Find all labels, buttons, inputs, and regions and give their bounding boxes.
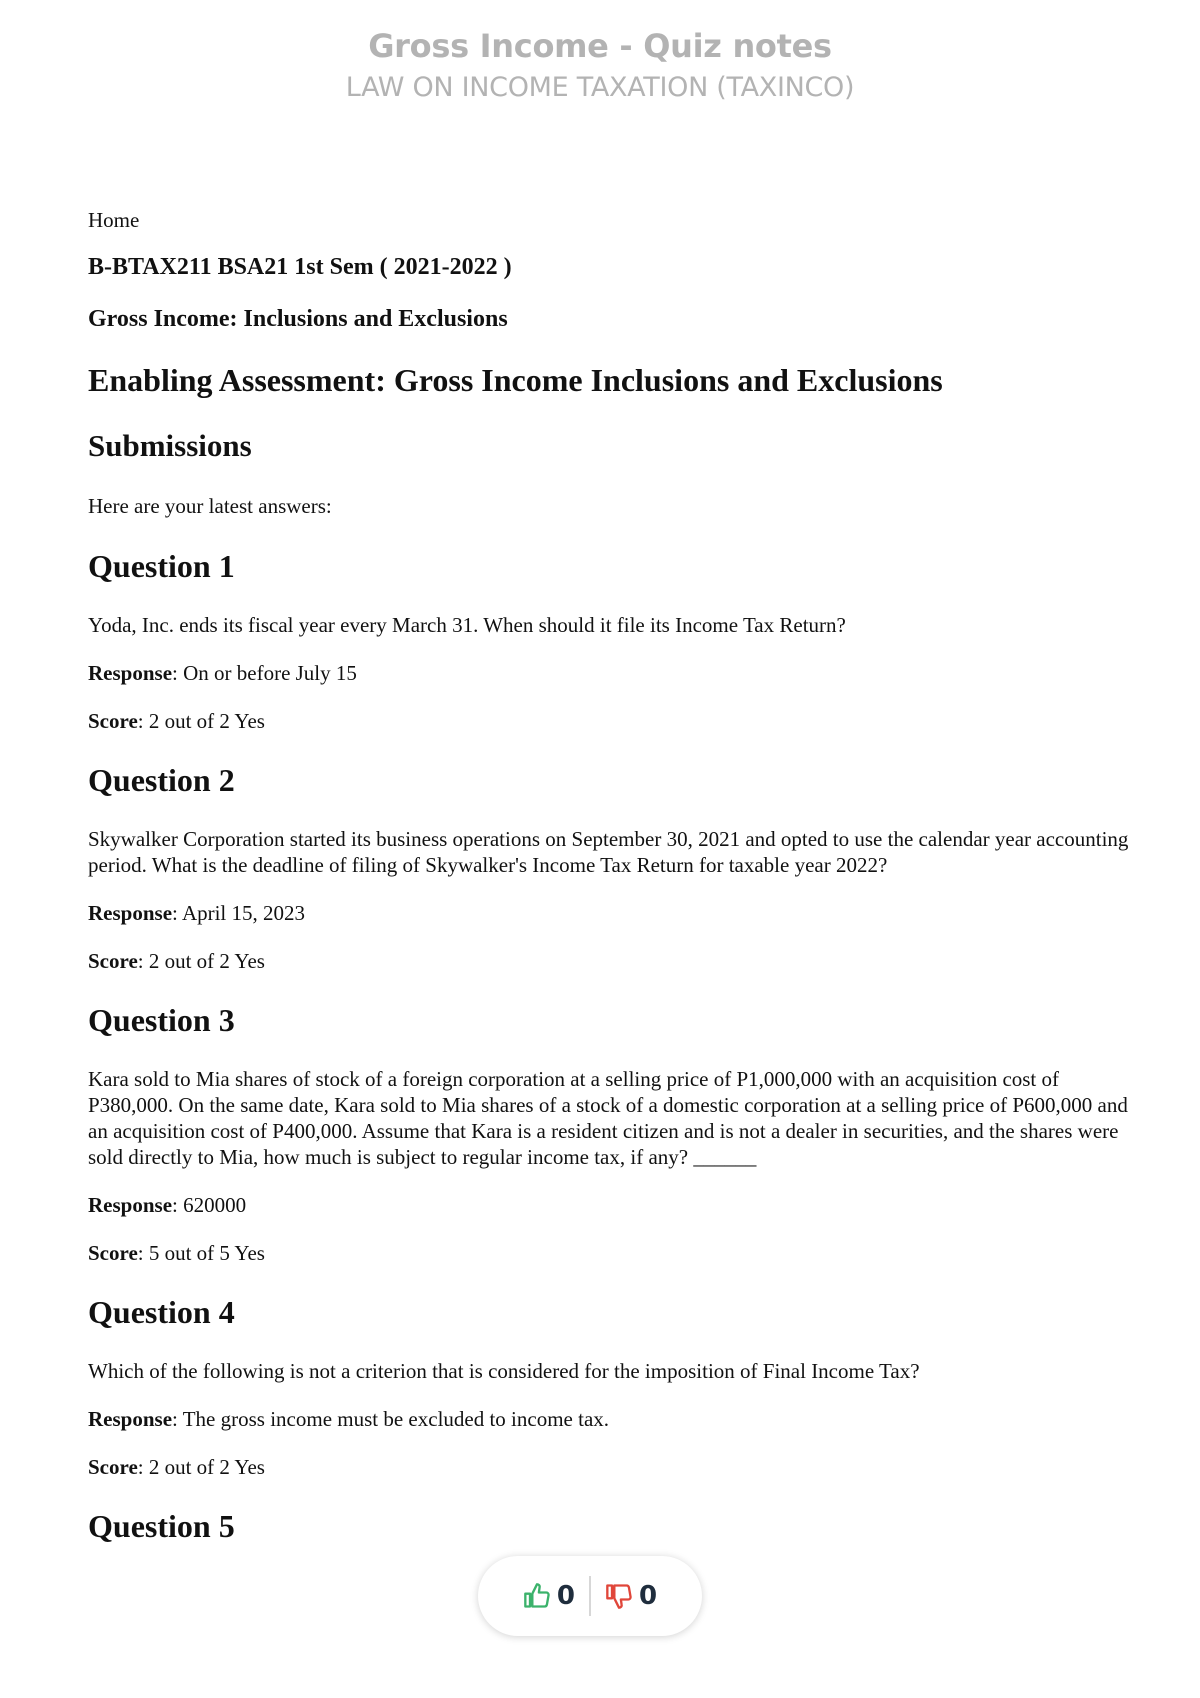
thumbs-down-icon <box>605 1582 633 1610</box>
intro-text: Here are your latest answers: <box>88 494 332 518</box>
question-text: Which of the following is not a criterion that is considered for the imposition of Final Income Tax? <box>88 1359 920 1383</box>
question-text: Yoda, Inc. ends its fiscal year every March 31. When should it file its Income Tax Return? <box>88 613 846 637</box>
question-heading: Question 1 <box>88 548 235 584</box>
question-score <box>88 708 1148 734</box>
response-label: Response <box>88 1407 173 1431</box>
question-block <box>88 546 1148 734</box>
score-label: Score <box>88 709 138 733</box>
breadcrumb-home-link[interactable]: Home <box>88 208 140 232</box>
question-block <box>88 760 1148 974</box>
submissions-heading: Submissions <box>88 428 252 463</box>
question-score <box>88 1240 1148 1266</box>
question-heading: Question 2 <box>88 762 235 798</box>
upvote-count: 0 <box>556 1581 575 1611</box>
score-label: Score <box>88 1241 138 1265</box>
downvote-button[interactable] <box>591 1581 671 1611</box>
course-title: B-BTAX211 BSA21 1st Sem ( 2021-2022 ) <box>88 254 512 280</box>
question-block <box>88 1292 1148 1480</box>
vote-widget <box>478 1556 702 1636</box>
document-subtitle: LAW ON INCOME TAXATION (TAXINCO) <box>345 72 855 103</box>
score-value: : 2 out of 2 Yes <box>137 709 265 733</box>
score-value: : 2 out of 2 Yes <box>137 949 265 973</box>
response-label: Response <box>88 661 173 685</box>
question-heading: Question 4 <box>88 1294 235 1330</box>
question-text: Skywalker Corporation started its business operations on September 30, 2021 and opted to use the calendar year accounting period. What is the deadline of filing of Skywalker's Income Tax Return for taxable year 2022? <box>88 827 1129 877</box>
question-score <box>88 1454 1148 1480</box>
question-heading: Question 5 <box>88 1508 235 1544</box>
document-title: Gross Income - Quiz notes <box>368 27 832 65</box>
question-heading: Question 3 <box>88 1002 235 1038</box>
question-response <box>88 900 1148 926</box>
question-score <box>88 948 1148 974</box>
response-label: Response <box>88 1193 173 1217</box>
downvote-count: 0 <box>639 1581 658 1611</box>
question-response <box>88 660 1148 686</box>
response-value: : The gross income must be excluded to income tax. <box>172 1407 610 1431</box>
response-value: : On or before July 15 <box>172 661 357 685</box>
score-value: : 2 out of 2 Yes <box>137 1455 265 1479</box>
score-label: Score <box>88 949 138 973</box>
question-block <box>88 1000 1148 1266</box>
document-header <box>0 26 1200 106</box>
question-response <box>88 1406 1148 1432</box>
thumbs-up-icon <box>523 1582 551 1610</box>
response-value: : April 15, 2023 <box>172 901 306 925</box>
topic-title: Gross Income: Inclusions and Exclusions <box>88 306 508 332</box>
score-label: Score <box>88 1455 138 1479</box>
score-value: : 5 out of 5 Yes <box>137 1241 265 1265</box>
response-label: Response <box>88 901 173 925</box>
response-value: : 620000 <box>172 1193 247 1217</box>
question-text: Kara sold to Mia shares of stock of a foreign corporation at a selling price of P1,000,000 with an acquisition cost of P380,000. On the same date, Kara sold to Mia shares of a stock of a domestic corporation at a selling price of P600,000 and an acquisition cost of P400,000. Assume that Kara is a resident citizen and is not a dealer in securities, and the shares were sold directly to Mia, how much is subject to regular income tax, if any? ______ <box>88 1067 1128 1169</box>
page-content <box>88 200 1148 1546</box>
assessment-title: Enabling Assessment: Gross Income Inclusions and Exclusions <box>88 362 943 398</box>
upvote-button[interactable] <box>509 1581 589 1611</box>
question-response <box>88 1192 1148 1218</box>
